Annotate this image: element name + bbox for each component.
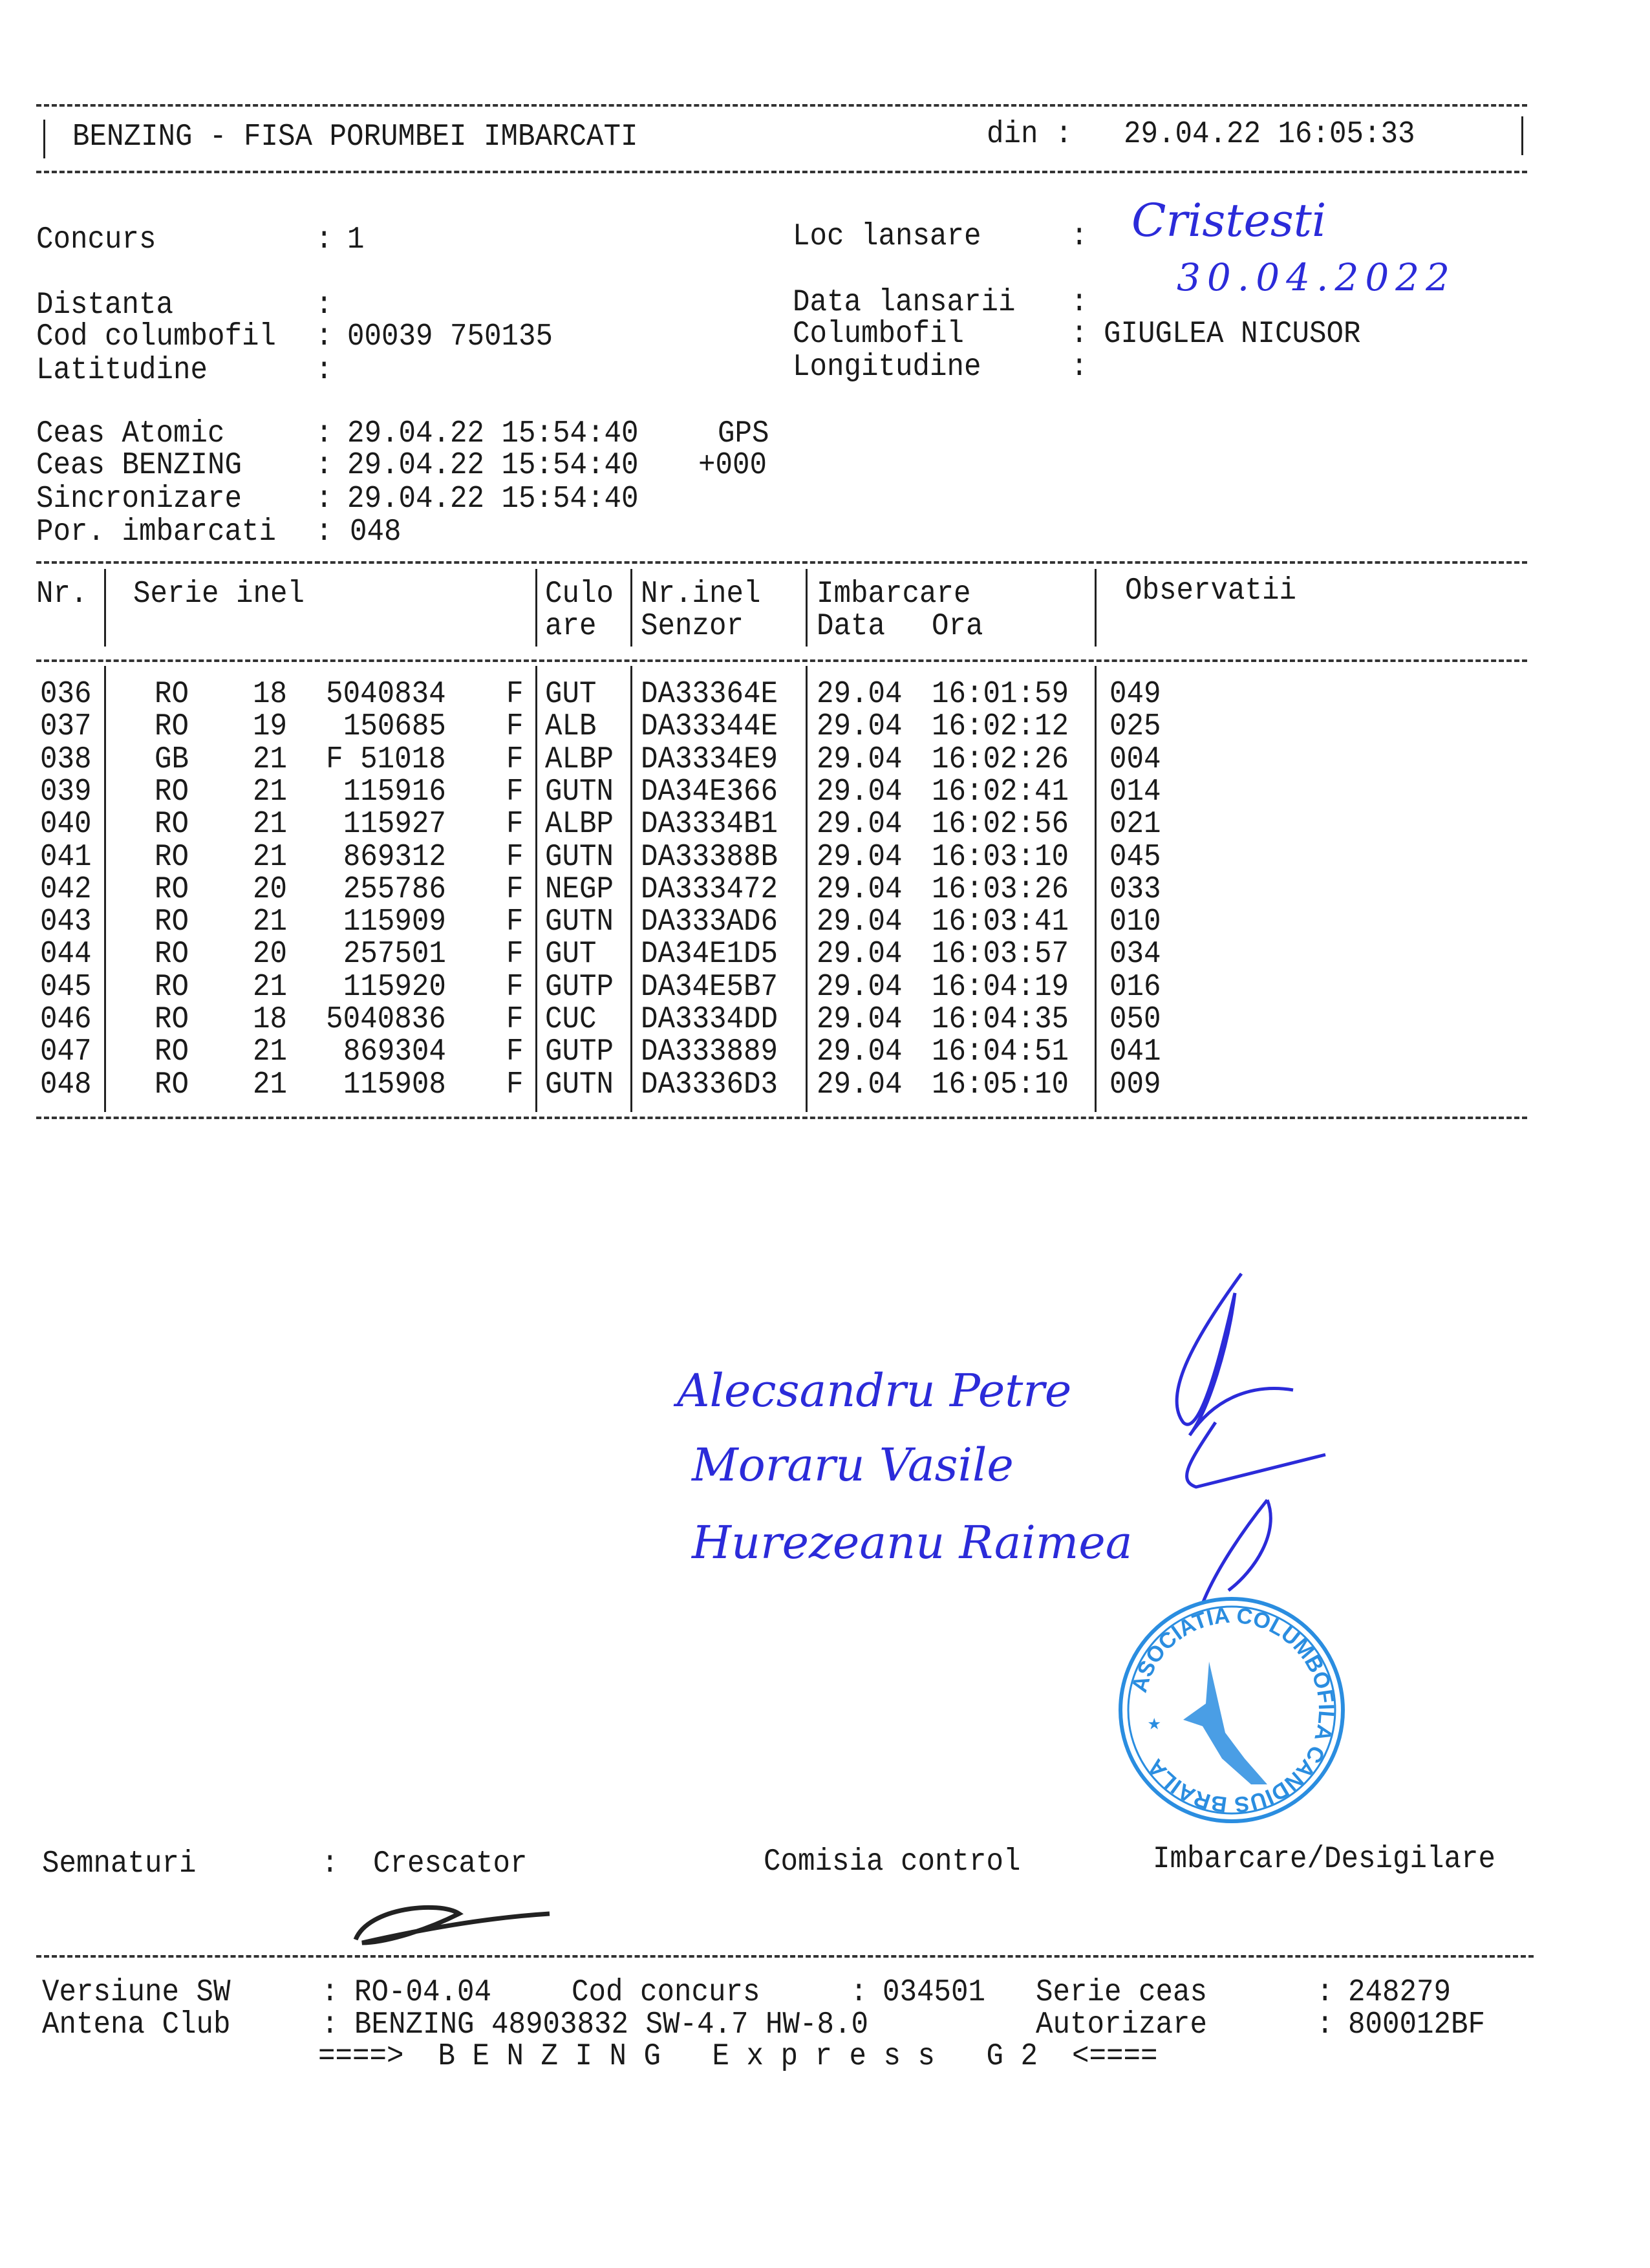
- colon: :: [316, 288, 333, 323]
- row-observation: 033: [1109, 872, 1161, 907]
- row-country: RO: [155, 1034, 189, 1070]
- header-bottom-rule: [36, 171, 1527, 173]
- row-sex: F: [506, 969, 524, 1005]
- row-sensor-id: DA333472: [641, 872, 778, 907]
- column-divider: [1095, 666, 1097, 1112]
- colon: :: [321, 1975, 339, 2010]
- row-sex: F: [506, 742, 524, 777]
- row-sex: F: [506, 807, 524, 842]
- row-time: 16:02:56: [932, 807, 1069, 842]
- colon: :: [1316, 1975, 1334, 2010]
- star-icon: ★: [1148, 1712, 1161, 1737]
- por-imbarcati-value: 048: [350, 515, 402, 550]
- row-date: 29.04: [817, 1002, 903, 1037]
- row-nr: 044: [40, 937, 92, 972]
- row-sensor-id: DA3334DD: [641, 1002, 778, 1037]
- loc-lansare-handwritten: Cristesti: [1131, 194, 1327, 247]
- row-country: RO: [155, 807, 189, 842]
- header-senzor: Senzor: [641, 609, 744, 644]
- row-sensor-id: DA33344E: [641, 709, 778, 745]
- row-color: GUTN: [545, 774, 614, 809]
- row-ring-serial: F 51018: [326, 742, 446, 777]
- row-sensor-id: DA33364E: [641, 677, 778, 712]
- columbofil-value: GIUGLEA NICUSOR: [1104, 317, 1361, 352]
- row-ring-serial: 115916: [343, 774, 446, 809]
- versiune-sw-value: RO-04.04: [354, 1975, 492, 2010]
- row-time: 16:03:41: [932, 904, 1069, 940]
- ceas-benzing-label: Ceas BENZING: [36, 448, 242, 483]
- ceas-benzing-value: 29.04.22 15:54:40: [347, 448, 639, 483]
- commission-signatures: [1151, 1267, 1358, 1526]
- cod-concurs-value: 034501: [883, 1975, 986, 2010]
- crescator-label: Crescator: [373, 1846, 528, 1881]
- column-divider: [630, 666, 632, 1112]
- colon: :: [850, 1975, 868, 2010]
- row-color: GUTN: [545, 1067, 614, 1102]
- row-country: RO: [155, 839, 189, 875]
- row-sex: F: [506, 839, 524, 875]
- cod-concurs-label: Cod concurs: [572, 1975, 760, 2010]
- row-sex: F: [506, 774, 524, 809]
- ceas-atomic-source: GPS: [718, 416, 769, 451]
- row-country: RO: [155, 677, 189, 712]
- header-culoare-1: Culo: [545, 577, 614, 612]
- por-imbarcati-label: Por. imbarcati: [36, 515, 277, 550]
- row-time: 16:02:26: [932, 742, 1069, 777]
- crescator-signature: [343, 1881, 562, 1952]
- row-sensor-id: DA3336D3: [641, 1067, 778, 1102]
- row-time: 16:03:57: [932, 937, 1069, 972]
- colon: :: [316, 448, 333, 483]
- column-divider: [806, 569, 808, 647]
- row-time: 16:02:12: [932, 709, 1069, 745]
- semnaturi-label: Semnaturi: [42, 1846, 197, 1881]
- table-top-rule: [36, 561, 1527, 564]
- commission-member-1-handwritten: Alecsandru Petre: [677, 1364, 1072, 1417]
- cod-columbofil-value: 00039 750135: [347, 319, 553, 354]
- header-nr: Nr.: [36, 577, 88, 612]
- concurs-label: Concurs: [36, 222, 156, 257]
- header-imbarcare: Imbarcare: [817, 577, 971, 612]
- row-sensor-id: DA3334E9: [641, 742, 778, 777]
- header-ora: Ora: [932, 609, 983, 644]
- header-left-border: [43, 120, 45, 158]
- pigeon-emblem: [1183, 1662, 1267, 1784]
- row-country: RO: [155, 709, 189, 745]
- antena-club-value: BENZING 48903832 SW-4.7 HW-8.0: [354, 2007, 869, 2042]
- stamp-text: ASOCIATIA COLUMBOFILA CANDIUS BRAILA: [1127, 1603, 1339, 1817]
- row-nr: 037: [40, 709, 92, 745]
- colon: :: [321, 2007, 339, 2042]
- row-ring-serial: 115908: [343, 1067, 446, 1102]
- latitudine-label: Latitudine: [36, 353, 208, 388]
- row-nr: 048: [40, 1067, 92, 1102]
- row-year: 19: [253, 709, 288, 745]
- row-color: GUTP: [545, 1034, 614, 1070]
- header-right-border: [1521, 116, 1523, 155]
- colon: :: [1071, 350, 1088, 385]
- colon: :: [316, 482, 333, 517]
- row-year: 18: [253, 1002, 288, 1037]
- row-nr: 045: [40, 969, 92, 1005]
- autorizare-label: Autorizare: [1036, 2007, 1208, 2042]
- row-color: GUTN: [545, 904, 614, 940]
- row-country: RO: [155, 904, 189, 940]
- row-observation: 004: [1109, 742, 1161, 777]
- colon: :: [1071, 317, 1088, 352]
- column-divider: [104, 666, 106, 1112]
- columbofil-label: Columbofil: [793, 317, 965, 352]
- row-observation: 016: [1109, 969, 1161, 1005]
- row-nr: 038: [40, 742, 92, 777]
- comisia-control-label: Comisia control: [764, 1845, 1021, 1879]
- row-year: 21: [253, 839, 288, 875]
- commission-member-2-handwritten: Moraru Vasile: [692, 1439, 1014, 1492]
- ceas-benzing-offset: +000: [698, 448, 767, 483]
- row-country: RO: [155, 872, 189, 907]
- row-sex: F: [506, 872, 524, 907]
- row-observation: 041: [1109, 1034, 1161, 1070]
- header-culoare-2: are: [545, 609, 597, 644]
- row-sensor-id: DA33388B: [641, 839, 778, 875]
- row-year: 21: [253, 1067, 288, 1102]
- row-observation: 025: [1109, 709, 1161, 745]
- row-date: 29.04: [817, 904, 903, 940]
- serie-ceas-label: Serie ceas: [1036, 1975, 1208, 2010]
- row-nr: 039: [40, 774, 92, 809]
- row-country: RO: [155, 969, 189, 1005]
- row-year: 21: [253, 742, 288, 777]
- column-divider: [104, 569, 106, 647]
- serie-ceas-value: 248279: [1348, 1975, 1452, 2010]
- row-observation: 050: [1109, 1002, 1161, 1037]
- row-nr: 043: [40, 904, 92, 940]
- sincronizare-value: 29.04.22 15:54:40: [347, 482, 639, 517]
- row-sensor-id: DA34E366: [641, 774, 778, 809]
- row-observation: 010: [1109, 904, 1161, 940]
- row-ring-serial: 115927: [343, 807, 446, 842]
- row-nr: 042: [40, 872, 92, 907]
- colon: :: [316, 222, 333, 257]
- colon: :: [1316, 2007, 1334, 2042]
- row-observation: 021: [1109, 807, 1161, 842]
- colon: :: [1071, 285, 1088, 320]
- row-observation: 049: [1109, 677, 1161, 712]
- row-time: 16:05:10: [932, 1067, 1069, 1102]
- row-ring-serial: 115920: [343, 969, 446, 1005]
- row-color: GUT: [545, 937, 597, 972]
- row-year: 21: [253, 774, 288, 809]
- row-year: 21: [253, 807, 288, 842]
- row-date: 29.04: [817, 839, 903, 875]
- row-sex: F: [506, 937, 524, 972]
- row-sex: F: [506, 709, 524, 745]
- row-date: 29.04: [817, 774, 903, 809]
- imbarcare-desigilare-label: Imbarcare/Desigilare: [1153, 1842, 1496, 1877]
- row-sex: F: [506, 1002, 524, 1037]
- benzing-express-banner: ====> B E N Z I N G E x p r e s s G 2 <====: [318, 2039, 1158, 2074]
- row-color: ALBP: [545, 807, 614, 842]
- autorizare-value: 800012BF: [1348, 2007, 1486, 2042]
- colon: :: [316, 416, 333, 451]
- row-color: ALB: [545, 709, 597, 745]
- column-divider: [535, 666, 537, 1112]
- footer-rule: [36, 1955, 1534, 1958]
- table-bottom-rule: [36, 1117, 1527, 1119]
- association-stamp: [1112, 1590, 1351, 1830]
- row-ring-serial: 150685: [343, 709, 446, 745]
- row-time: 16:03:26: [932, 872, 1069, 907]
- row-time: 16:02:41: [932, 774, 1069, 809]
- antena-club-label: Antena Club: [42, 2007, 231, 2042]
- row-color: GUT: [545, 677, 597, 712]
- header-data: Data: [817, 609, 886, 644]
- distanta-label: Distanta: [36, 288, 174, 323]
- row-sensor-id: DA34E1D5: [641, 937, 778, 972]
- row-color: NEGP: [545, 872, 614, 907]
- row-color: ALBP: [545, 742, 614, 777]
- row-nr: 040: [40, 807, 92, 842]
- colon: :: [316, 515, 333, 550]
- row-country: RO: [155, 1067, 189, 1102]
- header-nr-inel: Nr.inel: [641, 577, 761, 612]
- print-datetime: 29.04.22 16:05:33: [1124, 117, 1415, 152]
- row-ring-serial: 869312: [343, 839, 446, 875]
- colon: :: [316, 319, 333, 354]
- row-sensor-id: DA333AD6: [641, 904, 778, 940]
- row-observation: 045: [1109, 839, 1161, 875]
- row-year: 20: [253, 937, 288, 972]
- document-title: BENZING - FISA PORUMBEI IMBARCATI: [72, 120, 638, 155]
- table-header-rule: [36, 659, 1527, 662]
- versiune-sw-label: Versiune SW: [42, 1975, 231, 2010]
- header-top-rule: [36, 104, 1527, 107]
- row-sensor-id: DA34E5B7: [641, 969, 778, 1005]
- header-serie-inel: Serie inel: [133, 577, 305, 612]
- row-date: 29.04: [817, 709, 903, 745]
- column-divider: [535, 569, 537, 647]
- column-divider: [630, 569, 632, 647]
- data-lansarii-label: Data lansarii: [793, 285, 1016, 320]
- row-ring-serial: 869304: [343, 1034, 446, 1070]
- row-time: 16:01:59: [932, 677, 1069, 712]
- row-sensor-id: DA333889: [641, 1034, 778, 1070]
- din-label: din :: [987, 117, 1073, 152]
- colon: :: [316, 353, 333, 388]
- row-color: CUC: [545, 1002, 597, 1037]
- row-date: 29.04: [817, 1034, 903, 1070]
- row-date: 29.04: [817, 1067, 903, 1102]
- row-date: 29.04: [817, 937, 903, 972]
- row-time: 16:04:19: [932, 969, 1069, 1005]
- row-ring-serial: 257501: [343, 937, 446, 972]
- row-nr: 036: [40, 677, 92, 712]
- header-observatii: Observatii: [1125, 573, 1297, 608]
- row-time: 16:04:35: [932, 1002, 1069, 1037]
- row-observation: 009: [1109, 1067, 1161, 1102]
- row-year: 18: [253, 677, 288, 712]
- row-country: GB: [155, 742, 189, 777]
- row-date: 29.04: [817, 807, 903, 842]
- row-sex: F: [506, 677, 524, 712]
- row-country: RO: [155, 774, 189, 809]
- row-sex: F: [506, 1067, 524, 1102]
- row-sensor-id: DA3334B1: [641, 807, 778, 842]
- column-divider: [1095, 569, 1097, 647]
- row-time: 16:04:51: [932, 1034, 1069, 1070]
- sincronizare-label: Sincronizare: [36, 482, 242, 517]
- row-nr: 041: [40, 839, 92, 875]
- row-ring-serial: 5040836: [326, 1002, 446, 1037]
- row-year: 21: [253, 969, 288, 1005]
- commission-member-3-handwritten: Hurezeanu Raimea: [692, 1516, 1133, 1569]
- row-sex: F: [506, 1034, 524, 1070]
- row-date: 29.04: [817, 872, 903, 907]
- row-color: GUTN: [545, 839, 614, 875]
- row-ring-serial: 5040834: [326, 677, 446, 712]
- row-date: 29.04: [817, 742, 903, 777]
- row-date: 29.04: [817, 677, 903, 712]
- column-divider: [806, 666, 808, 1112]
- ceas-atomic-value: 29.04.22 15:54:40: [347, 416, 639, 451]
- cod-columbofil-label: Cod columbofil: [36, 319, 277, 354]
- row-country: RO: [155, 937, 189, 972]
- row-sex: F: [506, 904, 524, 940]
- ceas-atomic-label: Ceas Atomic: [36, 416, 225, 451]
- longitudine-label: Longitudine: [793, 350, 981, 385]
- row-nr: 047: [40, 1034, 92, 1070]
- row-country: RO: [155, 1002, 189, 1037]
- colon: :: [1071, 219, 1088, 254]
- row-ring-serial: 115909: [343, 904, 446, 940]
- data-lansarii-handwritten: 30.04.2022: [1177, 255, 1457, 299]
- row-year: 20: [253, 872, 288, 907]
- loc-lansare-label: Loc lansare: [793, 219, 981, 254]
- row-time: 16:03:10: [932, 839, 1069, 875]
- concurs-value: 1: [347, 222, 365, 257]
- colon: :: [321, 1846, 339, 1881]
- row-observation: 034: [1109, 937, 1161, 972]
- row-year: 21: [253, 1034, 288, 1070]
- row-year: 21: [253, 904, 288, 940]
- row-color: GUTP: [545, 969, 614, 1005]
- row-nr: 046: [40, 1002, 92, 1037]
- row-date: 29.04: [817, 969, 903, 1005]
- row-ring-serial: 255786: [343, 872, 446, 907]
- row-observation: 014: [1109, 774, 1161, 809]
